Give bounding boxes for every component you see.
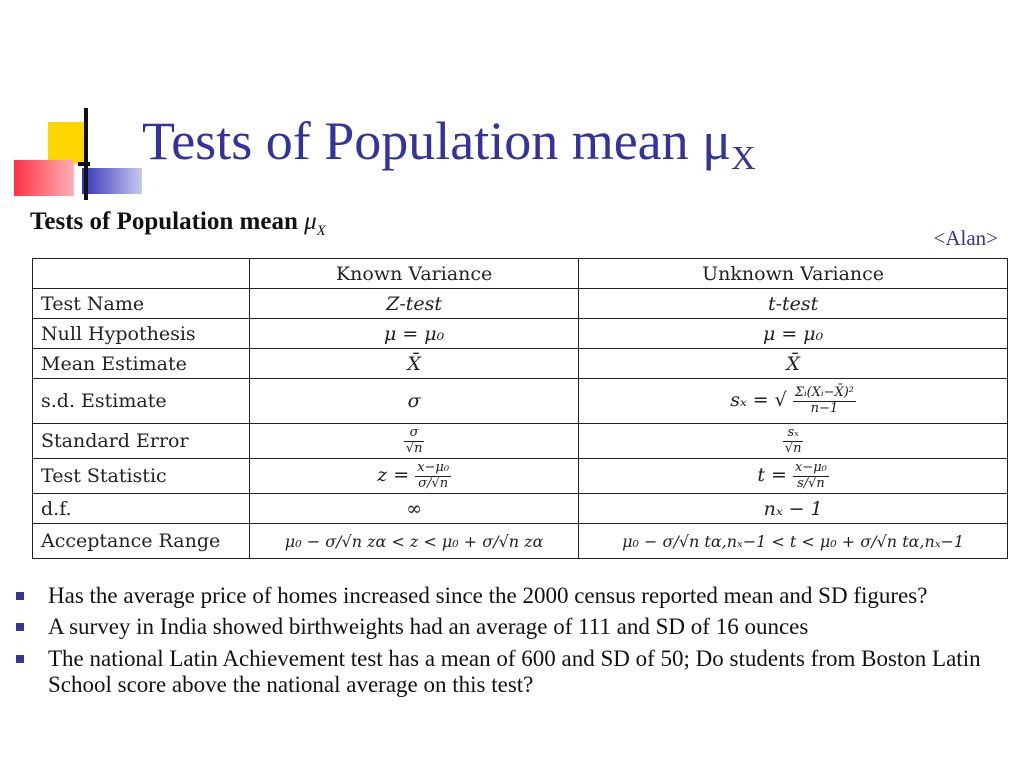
- sd-estimate-denominator: n−1: [810, 400, 839, 416]
- cell-unknown-acceptance-range: μ₀ − σ/√n tα,nₓ−1 < t < μ₀ + σ/√n tα,nₓ−1: [579, 524, 1008, 559]
- table-row: [33, 349, 1008, 379]
- decorative-logo: [0, 100, 150, 210]
- cell-known-test-statistic: [250, 459, 579, 494]
- row-label-test-name: Test Name: [33, 289, 250, 319]
- se-unknown-denominator: √n: [784, 440, 802, 456]
- bullet-text: The national Latin Achievement test has a mean of 600 and SD of 50; Do students from Boston Latin School score above the national average on this test?: [48, 645, 981, 698]
- header-cell-empty: [33, 259, 250, 289]
- se-unknown-fraction: [783, 426, 804, 456]
- bullet-text: Has the average price of homes increased since the 2000 census reported mean and SD figures?: [48, 583, 928, 608]
- table-row: [33, 494, 1008, 524]
- sd-estimate-prefix: sₓ = √: [730, 389, 787, 411]
- table-row: [33, 379, 1008, 424]
- table-header-row: [33, 259, 1008, 289]
- cell-unknown-standard-error: [579, 424, 1008, 459]
- cell-unknown-sd-estimate: [579, 379, 1008, 424]
- cell-known-df: ∞: [250, 494, 579, 524]
- se-known-fraction: [404, 426, 425, 456]
- cell-unknown-df: nₓ − 1: [579, 494, 1008, 524]
- header-cell-known: Known Variance: [250, 259, 579, 289]
- table-row: [33, 319, 1008, 349]
- list-item: [14, 583, 1004, 609]
- cell-known-mean-estimate: X̄: [250, 349, 579, 379]
- tests-table: [32, 258, 1008, 559]
- cell-unknown-test-name: t-test: [579, 289, 1008, 319]
- table-heading-text: Tests of Population mean: [30, 208, 298, 235]
- table-row: [33, 424, 1008, 459]
- square-bullet-icon: [16, 592, 24, 600]
- sd-estimate-fraction: [793, 386, 856, 416]
- slide-title: [142, 112, 756, 177]
- row-label-null-hypothesis: Null Hypothesis: [33, 319, 250, 349]
- bullet-list: [14, 583, 1004, 704]
- cell-known-null-hypothesis: μ = μ₀: [250, 319, 579, 349]
- ts-known-fraction: [415, 461, 451, 491]
- row-label-mean-estimate: Mean Estimate: [33, 349, 250, 379]
- list-item: [14, 646, 1004, 699]
- cell-unknown-mean-estimate: X̄: [579, 349, 1008, 379]
- row-label-sd-estimate: s.d. Estimate: [33, 379, 250, 424]
- cell-known-test-name: Z-test: [250, 289, 579, 319]
- square-bullet-icon: [16, 623, 24, 631]
- ts-unknown-prefix: t =: [757, 464, 787, 486]
- list-item: [14, 614, 1004, 640]
- author-tag: <Alan>: [933, 226, 998, 250]
- se-unknown-numerator: sₓ: [783, 426, 804, 441]
- cell-known-acceptance-range: μ₀ − σ/√n zα < z < μ₀ + σ/√n zα: [250, 524, 579, 559]
- table-heading-mu: μ: [304, 208, 317, 235]
- cell-unknown-null-hypothesis: μ = μ₀: [579, 319, 1008, 349]
- ts-unknown-fraction: [793, 461, 829, 491]
- row-label-df: d.f.: [33, 494, 250, 524]
- se-known-numerator: σ: [404, 426, 425, 441]
- ts-known-prefix: z =: [377, 464, 410, 486]
- bullet-text: A survey in India showed birthweights had an average of 111 and SD of 16 ounces: [48, 614, 809, 640]
- ts-known-denominator: σ/√n: [418, 475, 449, 491]
- row-label-standard-error: Standard Error: [33, 424, 250, 459]
- cell-known-sd-estimate: σ: [250, 379, 579, 424]
- ts-unknown-denominator: s/√n: [797, 475, 825, 491]
- header-cell-unknown: Unknown Variance: [579, 259, 1008, 289]
- table-heading-subscript: X: [316, 223, 326, 239]
- cell-unknown-test-statistic: [579, 459, 1008, 494]
- slide-title-text: Tests of Population mean μ: [142, 111, 732, 171]
- table-row: [33, 289, 1008, 319]
- table-heading: [30, 208, 326, 240]
- row-label-acceptance-range: Acceptance Range: [33, 524, 250, 559]
- sd-estimate-numerator: Σᵢ(Xᵢ−X̄)²: [794, 385, 855, 401]
- cell-known-standard-error: [250, 424, 579, 459]
- row-label-test-statistic: Test Statistic: [33, 459, 250, 494]
- se-known-denominator: √n: [405, 440, 423, 456]
- ts-unknown-numerator: x−μ₀: [795, 460, 827, 476]
- square-bullet-icon: [16, 655, 24, 663]
- slide-title-subscript: X: [731, 140, 756, 177]
- table-row: [33, 524, 1008, 559]
- ts-known-numerator: x−μ₀: [417, 460, 450, 476]
- table-row: [33, 459, 1008, 494]
